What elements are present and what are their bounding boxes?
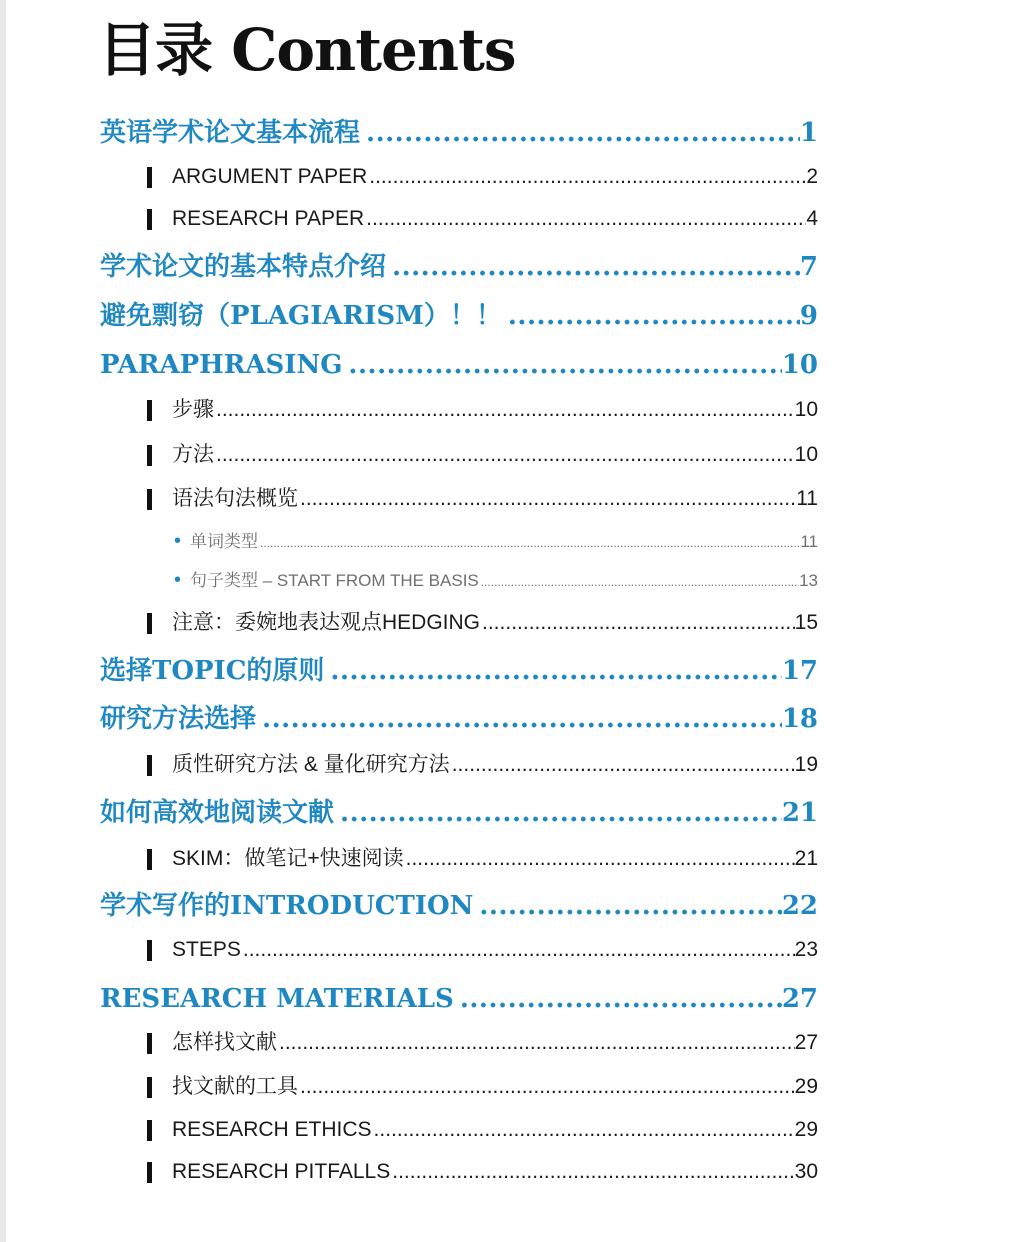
toc-entry-level2[interactable]: [147, 1157, 818, 1187]
toc-entry-label: 怎样找文献: [172, 1031, 277, 1054]
dot-leader: [216, 440, 795, 470]
dot-leader: [243, 935, 795, 965]
dot-leader: [300, 1072, 795, 1102]
toc-entry-page: 13: [799, 571, 818, 590]
toc-entry-page: 17: [781, 656, 818, 686]
dot-leader: [508, 297, 800, 335]
dot-leader: [348, 346, 781, 384]
toc-entry-page: 4: [806, 207, 818, 230]
table-of-contents: [6, 0, 1010, 1242]
toc-entry-page: 19: [794, 753, 818, 776]
toc-entry-level1[interactable]: [100, 794, 818, 832]
dot-leader: [340, 794, 782, 832]
dot-leader: [262, 700, 782, 738]
toc-entry-page: 29: [794, 1118, 818, 1141]
toc-entry-label: 步骤: [172, 398, 214, 421]
dot-leader: [260, 530, 800, 553]
toc-entry-label: 避免剽窃（PLAGIARISM）！！: [100, 301, 502, 331]
bullet-icon: •: [174, 530, 182, 552]
dot-leader: [369, 162, 806, 192]
section-bar-icon: [147, 1077, 152, 1098]
dot-leader: [366, 114, 800, 152]
toc-entry-page: 10: [781, 350, 818, 380]
section-bar-icon: [147, 445, 152, 466]
toc-entry-level2[interactable]: [147, 484, 818, 514]
section-bar-icon: [147, 613, 152, 634]
toc-entry-label: 研究方法选择: [100, 704, 257, 734]
toc-entry-label: STEPS: [172, 938, 241, 961]
dot-leader: [392, 248, 800, 286]
toc-entry-page: 11: [800, 532, 818, 551]
toc-entry-level1[interactable]: [100, 248, 818, 286]
toc-entry-level2[interactable]: [147, 1072, 818, 1102]
toc-entry-label: 如何高效地阅读文献: [100, 798, 335, 828]
toc-entry-label: SKIM：做笔记+快速阅读: [172, 847, 404, 870]
toc-entry-level2[interactable]: [147, 750, 818, 780]
section-bar-icon: [147, 1162, 152, 1183]
toc-entry-page: 7: [799, 252, 818, 282]
section-bar-icon: [147, 167, 152, 188]
dot-leader: [366, 204, 806, 234]
dot-leader: [482, 608, 795, 638]
dot-leader: [392, 1157, 794, 1187]
section-bar-icon: [147, 1120, 152, 1141]
toc-entry-page: 18: [781, 704, 818, 734]
toc-entry-level2[interactable]: [147, 204, 818, 234]
toc-entry-label: 方法: [172, 443, 214, 466]
toc-entry-label: RESEARCH PITFALLS: [172, 1160, 391, 1183]
toc-entry-level3[interactable]: [174, 529, 818, 553]
dot-leader: [279, 1028, 795, 1058]
toc-entry-page: 30: [794, 1160, 818, 1183]
toc-entry-level2[interactable]: [147, 935, 818, 965]
section-bar-icon: [147, 489, 152, 510]
dot-leader: [374, 1115, 795, 1145]
toc-entry-page: 15: [794, 611, 818, 634]
toc-entry-page: 21: [794, 847, 818, 870]
toc-entry-label: 质性研究方法 & 量化研究方法: [172, 753, 450, 776]
toc-entry-level1[interactable]: [100, 114, 818, 152]
toc-entry-label: 单词类型: [190, 532, 259, 551]
section-bar-icon: [147, 1033, 152, 1054]
toc-entry-label: 语法句法概览: [172, 487, 298, 510]
toc-entry-label: 学术写作的INTRODUCTION: [100, 891, 474, 921]
toc-entry-level2[interactable]: [147, 608, 818, 638]
toc-entry-label: ARGUMENT PAPER: [172, 165, 368, 188]
toc-entry-label: 句子类型 – START FROM THE BASIS: [190, 571, 479, 590]
toc-entry-level2[interactable]: [147, 1028, 818, 1058]
section-bar-icon: [147, 400, 152, 421]
toc-entry-level3[interactable]: [174, 568, 818, 592]
toc-entry-level1[interactable]: [100, 652, 818, 690]
toc-entry-label: 注意：委婉地表达观点HEDGING: [172, 611, 481, 634]
toc-entry-level1[interactable]: [100, 700, 818, 738]
dot-leader: [481, 569, 799, 592]
toc-entry-level2[interactable]: [147, 844, 818, 874]
toc-entry-label: 找文献的工具: [172, 1075, 298, 1098]
toc-entry-level2[interactable]: [147, 395, 818, 425]
toc-entry-level1[interactable]: [100, 980, 818, 1018]
section-bar-icon: [147, 849, 152, 870]
toc-entry-level1[interactable]: [100, 346, 818, 384]
toc-entry-page: 27: [781, 984, 818, 1014]
toc-entry-label: RESEARCH PAPER: [172, 207, 365, 230]
toc-entry-level2[interactable]: [147, 1115, 818, 1145]
toc-entry-label: RESEARCH ETHICS: [172, 1118, 372, 1141]
toc-entry-level1[interactable]: [100, 297, 818, 335]
toc-entry-page: 11: [796, 487, 818, 510]
toc-entry-page: 2: [806, 165, 818, 188]
toc-entry-page: 22: [781, 891, 818, 921]
toc-entry-label: PARAPHRASING: [100, 350, 343, 380]
toc-entry-label: 选择TOPIC的原则: [100, 656, 325, 686]
dot-leader: [452, 750, 795, 780]
toc-entry-page: 27: [794, 1031, 818, 1054]
dot-leader: [300, 484, 796, 514]
section-bar-icon: [147, 209, 152, 230]
toc-entry-label: RESEARCH MATERIALS: [100, 984, 454, 1014]
toc-entry-page: 21: [781, 798, 818, 828]
toc-entry-label: 英语学术论文基本流程: [100, 118, 361, 148]
document-page: [6, 0, 1010, 1242]
toc-entry-level2[interactable]: [147, 162, 818, 192]
toc-entry-page: 23: [794, 938, 818, 961]
toc-entry-page: 10: [794, 398, 818, 421]
dot-leader: [330, 652, 781, 690]
toc-entry-label: 学术论文的基本特点介绍: [100, 252, 387, 282]
page-title: 目录 Contents: [98, 16, 516, 84]
toc-entry-level2[interactable]: [147, 440, 818, 470]
toc-entry-page: 1: [799, 118, 818, 148]
dot-leader: [216, 395, 795, 425]
section-bar-icon: [147, 755, 152, 776]
toc-entry-page: 9: [799, 301, 818, 331]
dot-leader: [460, 980, 782, 1018]
section-bar-icon: [147, 940, 152, 961]
bullet-icon: •: [174, 569, 182, 591]
toc-entry-page: 29: [794, 1075, 818, 1098]
toc-entry-page: 10: [794, 443, 818, 466]
toc-entry-level1[interactable]: [100, 887, 818, 925]
dot-leader: [479, 887, 781, 925]
dot-leader: [406, 844, 795, 874]
